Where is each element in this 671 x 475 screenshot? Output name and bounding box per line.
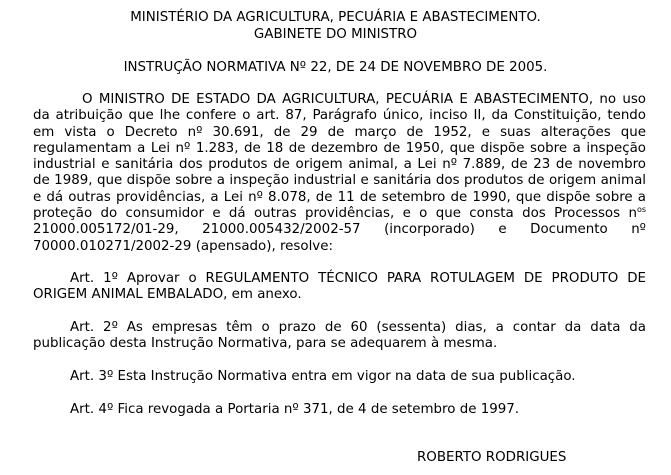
cabinet-heading: GABINETE DO MINISTRO [253, 27, 418, 42]
signatory-name: ROBERTO RODRIGUES [417, 450, 567, 465]
instruction-title: INSTRUÇÃO NORMATIVA Nº 22, DE 24 DE NOVEMBRO DE 2005. [123, 60, 548, 75]
ministry-heading: MINISTÉRIO DA AGRICULTURA, PECUÁRIA E ABASTECIMENTO. [130, 10, 541, 25]
article-4: Art. 4º Fica revogada a Portaria nº 371, de 4 de setembro de 1997. [70, 402, 520, 417]
preamble-text-end: 21000.005172/01-29, 21000.005432/2002-57 (incorporado) e Documento nº 70000.010271/2002-29 (apensado), resolve: [33, 222, 646, 254]
article-1: Art. 1º Aprovar o REGULAMENTO TÉCNICO PARA ROTULAGEM DE PRODUTO DE ORIGEM ANIMAL EMBALADO, em anexo. [33, 271, 646, 303]
preamble-text: O MINISTRO DE ESTADO DA AGRICULTURA, PECUÁRIA E ABASTECIMENTO, no uso da atribuição que lhe confere o art. 87, Parágrafo único, inciso II, da Constituição, tendo em vista o Decreto nº 30.691, de 29 de março de 1952, e suas alterações que regulamentam a Lei nº 1.283, de 18 de dezembro de 1950, que dispõe sobre a inspeção industrial e sanitária dos produtos de origem animal, a Lei nº 7.889, de 23 de novembro de 1989, que dispõe sobre a inspeção industrial e sanitária dos produtos de origem animal e dá outras providências, a Lei nº 8.078, de 11 de setembro de 1990, que dispõe sobre a proteção do consumidor e dá outras providências, e o que consta dos Processos n [33, 92, 646, 222]
plural-superscript: os [636, 205, 646, 215]
article-2: Art. 2º As empresas têm o prazo de 60 (sessenta) dias, a contar da data da publicação desta Instrução Normativa, para se adequarem à mesma. [33, 320, 646, 352]
article-3: Art. 3º Esta Instrução Normativa entra em vigor na data de sua publicação. [70, 369, 576, 384]
preamble-paragraph [33, 92, 646, 255]
